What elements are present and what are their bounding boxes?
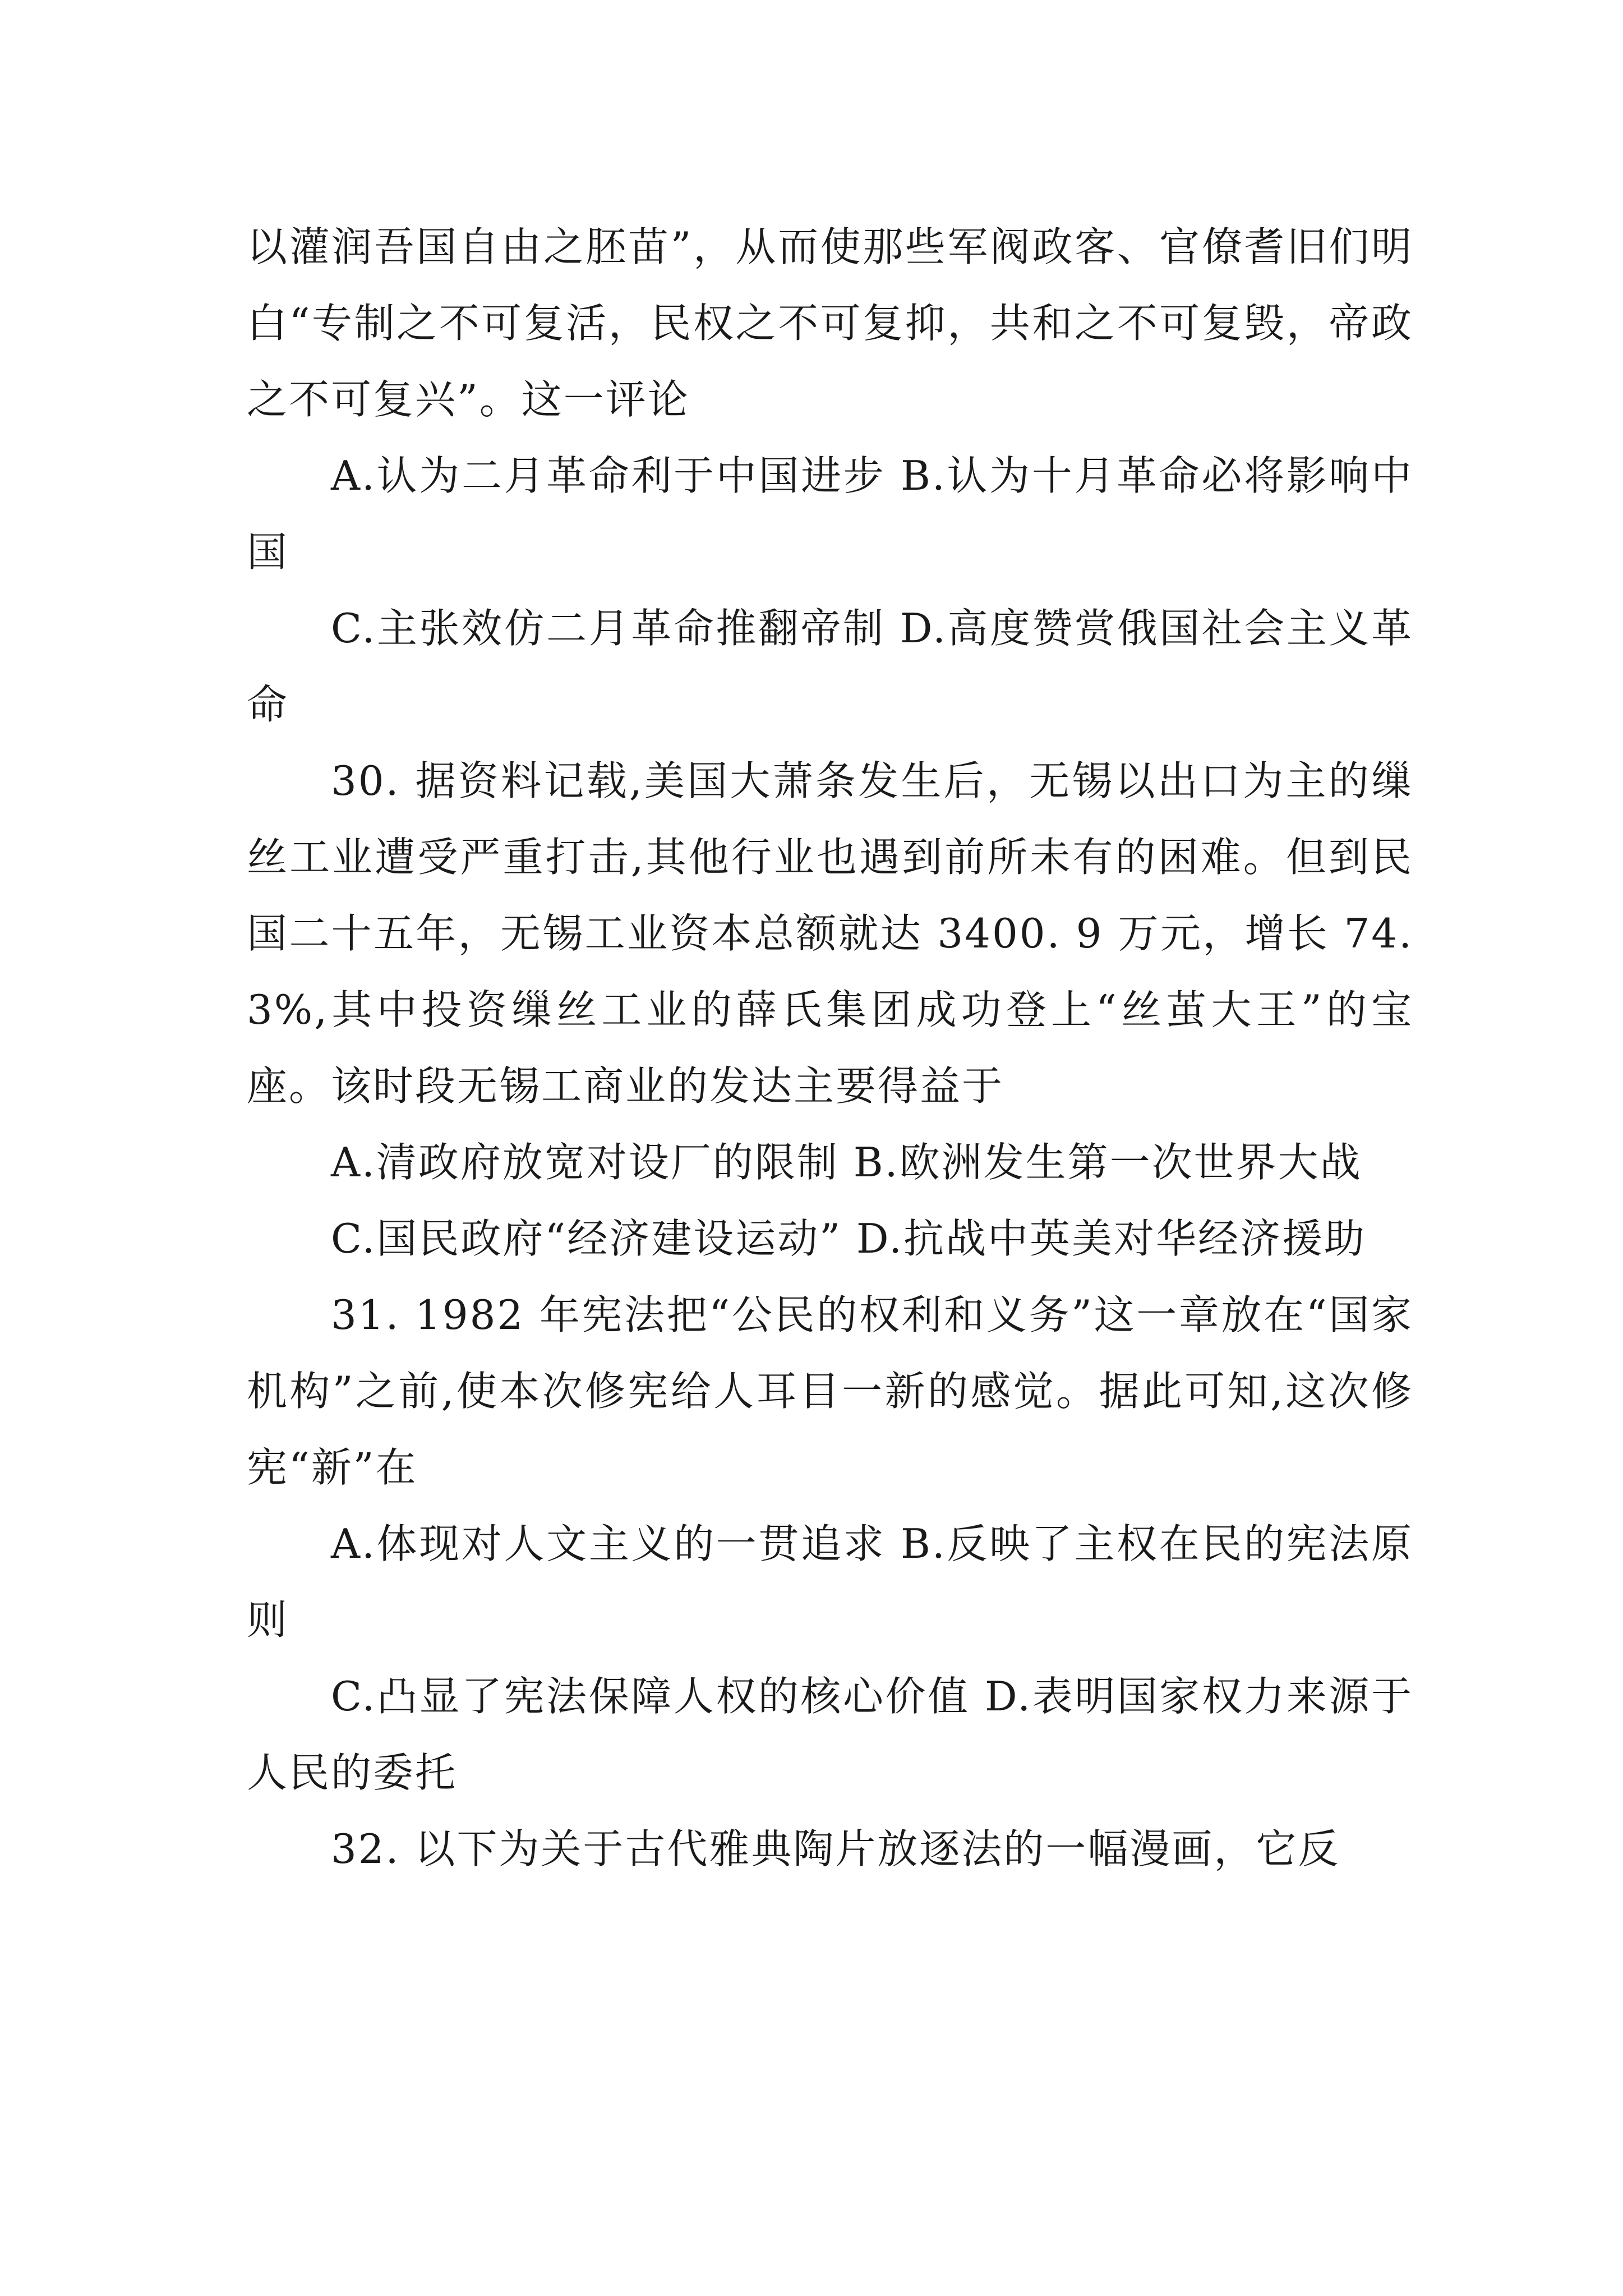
document-body bbox=[247, 209, 1413, 1887]
paragraph-question-31-stem: 31. 1982 年宪法把“公民的权利和义务”这一章放在“国家机构”之前,使本次修宪给人耳目一新的感觉。据此可知,这次修宪“新”在 bbox=[247, 1291, 1413, 1491]
paragraph-question-30-stem: 30. 据资料记载,美国大萧条发生后，无锡以出口为主的缫丝工业遭受严重打击,其他行业也遇到前所未有的困难。但到民国二十五年，无锡工业资本总额就达 3400. 9 万元，增长 74. 3%,其中投资缫丝工业的薛氏集团成功登上“丝茧大王”的宝座。该时段无锡工商业的发达主要得益于 bbox=[247, 757, 1413, 1110]
paragraph-q30-options-ab: A.清政府放宽对设厂的限制 B.欧洲发生第一次世界大战 bbox=[331, 1139, 1362, 1186]
paragraph-q29-options-cd: C.主张效仿二月革命推翻帝制 D.高度赞赏俄国社会主义革命 bbox=[247, 605, 1413, 728]
paragraph-question-29-stem-continued: 以灌润吾国自由之胚苗”，从而使那些军阀政客、官僚耆旧们明白“专制之不可复活，民权之不可复抑，共和之不可复毁，帝政之不可复兴”。这一评论 bbox=[247, 223, 1413, 423]
paragraph-q31-options-cd: C.凸显了宪法保障人权的核心价值 D.表明国家权力来源于人民的委托 bbox=[247, 1673, 1413, 1796]
paragraph-q29-options-ab: A.认为二月革命利于中国进步 B.认为十月革命必将影响中国 bbox=[247, 452, 1413, 576]
paragraph-q30-options-cd: C.国民政府“经济建设运动” D.抗战中英美对华经济援助 bbox=[331, 1215, 1366, 1262]
paragraph-q31-options-ab: A.体现对人文主义的一贯追求 B.反映了主权在民的宪法原则 bbox=[247, 1520, 1413, 1644]
paragraph-question-32-stem: 32. 以下为关于古代雅典陶片放逐法的一幅漫画，它反 bbox=[331, 1825, 1340, 1872]
